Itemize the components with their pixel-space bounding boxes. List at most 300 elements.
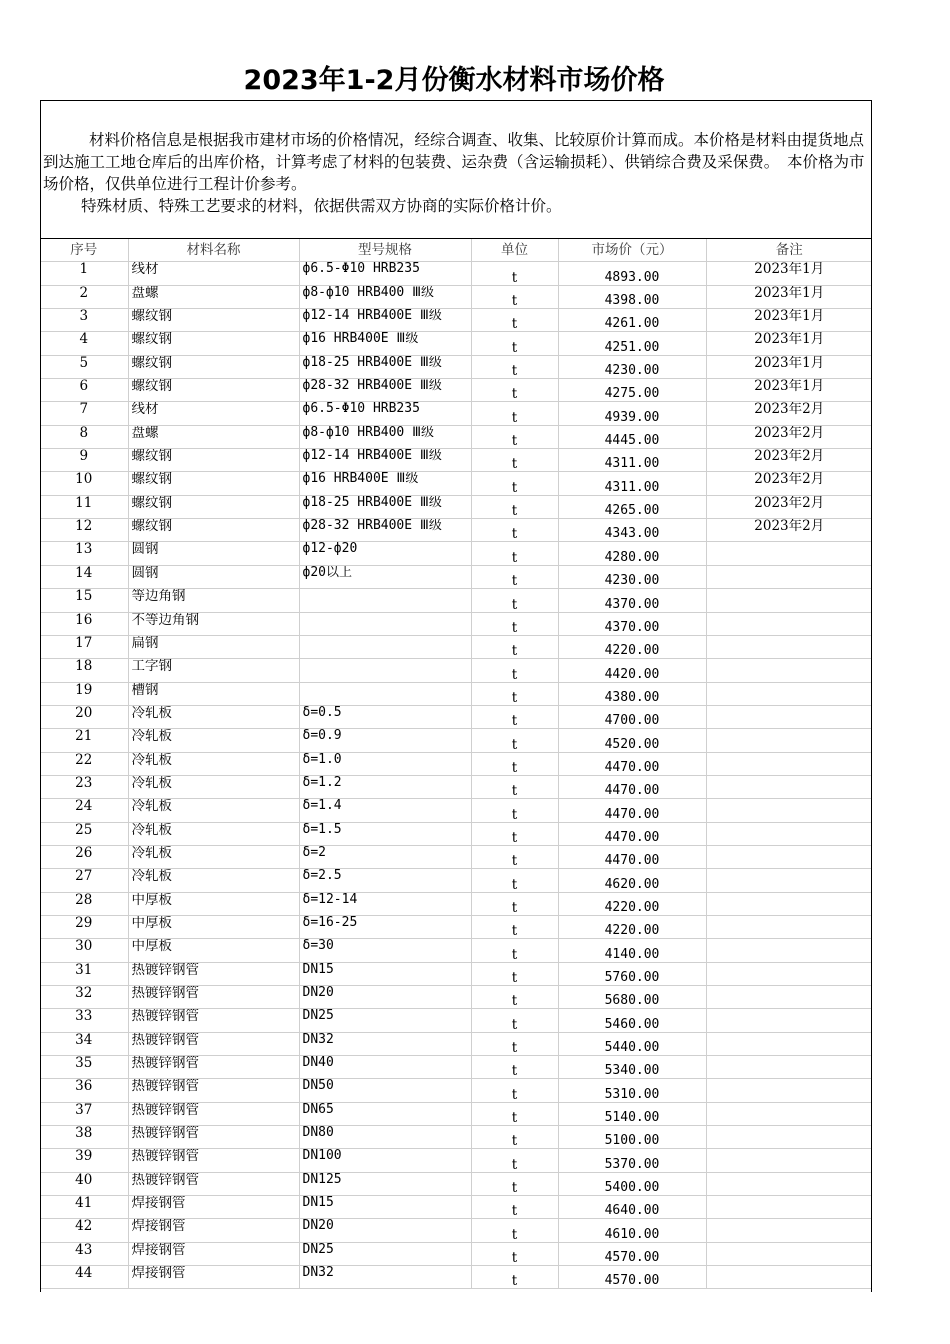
unit-cell: t: [471, 1219, 558, 1242]
row-index-cell: 3: [40, 309, 128, 332]
table-row: [40, 869, 872, 892]
row-index-cell: 1: [40, 262, 128, 285]
spec-cell: [299, 612, 471, 635]
spec-cell: DN100: [299, 1149, 471, 1172]
material-name-cell: 热镀锌钢管: [128, 1009, 299, 1032]
spec-cell: ф16 HRB400E Ⅲ级: [299, 332, 471, 355]
material-name-cell: 冷轧板: [128, 775, 299, 798]
unit-cell: t: [471, 449, 558, 472]
spec-cell: DN15: [299, 1196, 471, 1219]
note-cell: [706, 939, 872, 962]
market-price-cell: 4700.00: [558, 705, 706, 728]
row-index-cell: 43: [40, 1242, 128, 1265]
table-row: [40, 682, 872, 705]
unit-cell: t: [471, 565, 558, 588]
material-name-cell: 螺纹钢: [128, 472, 299, 495]
row-index-cell: 16: [40, 612, 128, 635]
market-price-cell: 4939.00: [558, 402, 706, 425]
market-price-cell: 4220.00: [558, 892, 706, 915]
market-price-cell: 4251.00: [558, 332, 706, 355]
spec-cell: ф18-25 HRB400E Ⅲ级: [299, 355, 471, 378]
note-cell: [706, 869, 872, 892]
note-cell: [706, 659, 872, 682]
row-index-cell: 2: [40, 285, 128, 308]
unit-cell: t: [471, 379, 558, 402]
table-header-row: [40, 239, 872, 262]
column-header-index: 序号: [40, 239, 128, 262]
market-price-cell: 4520.00: [558, 729, 706, 752]
material-name-cell: 热镀锌钢管: [128, 1032, 299, 1055]
material-name-cell: 焊接钢管: [128, 1242, 299, 1265]
material-name-cell: 热镀锌钢管: [128, 1172, 299, 1195]
unit-cell: t: [471, 472, 558, 495]
market-price-cell: 4280.00: [558, 542, 706, 565]
row-index-cell: 9: [40, 449, 128, 472]
market-price-cell: 5340.00: [558, 1056, 706, 1079]
row-index-cell: 22: [40, 752, 128, 775]
spec-cell: ф6.5-Φ10 HRB235: [299, 402, 471, 425]
table-row: [40, 402, 872, 425]
market-price-cell: 4570.00: [558, 1266, 706, 1289]
spec-cell: δ=0.9: [299, 729, 471, 752]
note-cell: [706, 962, 872, 985]
unit-cell: t: [471, 332, 558, 355]
table-row: [40, 962, 872, 985]
note-cell: [706, 705, 872, 728]
unit-cell: t: [471, 309, 558, 332]
market-price-cell: 4311.00: [558, 472, 706, 495]
row-index-cell: 38: [40, 1126, 128, 1149]
market-price-cell: 5370.00: [558, 1149, 706, 1172]
market-price-cell: 4570.00: [558, 1242, 706, 1265]
row-index-cell: 42: [40, 1219, 128, 1242]
row-index-cell: 15: [40, 589, 128, 612]
spec-cell: DN50: [299, 1079, 471, 1102]
table-row: [40, 355, 872, 378]
row-index-cell: 20: [40, 705, 128, 728]
row-index-cell: 8: [40, 425, 128, 448]
market-price-cell: 4470.00: [558, 775, 706, 798]
intro-paragraph-1: 材料价格信息是根据我市建材市场的价格情况，经综合调查、收集、比较原价计算而成。本价格是材料由提货地点到达施工工地仓库后的出库价格，计算考虑了材料的包装费、运杂费（含运输损耗）、供销综合费及采保费。 本价格为市场价格，仅供单位进行工程计价参考。: [43, 131, 865, 193]
material-name-cell: 盘螺: [128, 285, 299, 308]
note-cell: [706, 915, 872, 938]
market-price-cell: 4275.00: [558, 379, 706, 402]
spec-cell: δ=1.2: [299, 775, 471, 798]
material-name-cell: 冷轧板: [128, 822, 299, 845]
note-cell: [706, 1242, 872, 1265]
spec-cell: DN25: [299, 1009, 471, 1032]
price-table: [40, 239, 872, 1289]
row-index-cell: 33: [40, 1009, 128, 1032]
spec-cell: ф16 HRB400E Ⅲ级: [299, 472, 471, 495]
spec-cell: [299, 682, 471, 705]
table-row: [40, 845, 872, 868]
unit-cell: t: [471, 986, 558, 1009]
table-row: [40, 1079, 872, 1102]
unit-cell: t: [471, 1172, 558, 1195]
unit-cell: t: [471, 425, 558, 448]
spec-cell: δ=1.5: [299, 822, 471, 845]
row-index-cell: 41: [40, 1196, 128, 1219]
spec-cell: DN65: [299, 1102, 471, 1125]
spec-cell: DN125: [299, 1172, 471, 1195]
table-row: [40, 775, 872, 798]
market-price-cell: 4445.00: [558, 425, 706, 448]
table-row: [40, 1219, 872, 1242]
unit-cell: t: [471, 892, 558, 915]
unit-cell: t: [471, 589, 558, 612]
table-row: [40, 939, 872, 962]
material-name-cell: 热镀锌钢管: [128, 1079, 299, 1102]
spec-cell: [299, 635, 471, 658]
note-cell: [706, 845, 872, 868]
table-row: [40, 519, 872, 542]
material-name-cell: 冷轧板: [128, 845, 299, 868]
table-row: [40, 472, 872, 495]
material-name-cell: 热镀锌钢管: [128, 1126, 299, 1149]
spec-cell: δ=1.0: [299, 752, 471, 775]
market-price-cell: 4420.00: [558, 659, 706, 682]
column-header-price: 市场价（元）: [558, 239, 706, 262]
spec-cell: ф8-ф10 HRB400 Ⅲ级: [299, 285, 471, 308]
row-index-cell: 27: [40, 869, 128, 892]
material-name-cell: 热镀锌钢管: [128, 1149, 299, 1172]
spec-cell: ф12-14 HRB400E Ⅲ级: [299, 309, 471, 332]
table-row: [40, 659, 872, 682]
table-row: [40, 565, 872, 588]
market-price-cell: 5310.00: [558, 1079, 706, 1102]
table-row: [40, 1126, 872, 1149]
material-name-cell: 盘螺: [128, 425, 299, 448]
market-price-cell: 5460.00: [558, 1009, 706, 1032]
table-row: [40, 752, 872, 775]
row-index-cell: 28: [40, 892, 128, 915]
table-row: [40, 262, 872, 285]
row-index-cell: 30: [40, 939, 128, 962]
market-price-cell: 5140.00: [558, 1102, 706, 1125]
market-price-cell: 4380.00: [558, 682, 706, 705]
note-cell: 2023年1月: [706, 309, 872, 332]
table-row: [40, 379, 872, 402]
market-price-cell: 4230.00: [558, 565, 706, 588]
spec-cell: [299, 589, 471, 612]
material-name-cell: 冷轧板: [128, 705, 299, 728]
row-index-cell: 23: [40, 775, 128, 798]
row-index-cell: 11: [40, 495, 128, 518]
material-name-cell: 冷轧板: [128, 869, 299, 892]
table-row: [40, 799, 872, 822]
table-row: [40, 1056, 872, 1079]
row-index-cell: 24: [40, 799, 128, 822]
material-name-cell: 螺纹钢: [128, 309, 299, 332]
material-name-cell: 热镀锌钢管: [128, 962, 299, 985]
note-cell: [706, 1172, 872, 1195]
price-table-body: [40, 239, 872, 1289]
market-price-cell: 4140.00: [558, 939, 706, 962]
spec-cell: ф28-32 HRB400E Ⅲ级: [299, 379, 471, 402]
material-name-cell: 圆钢: [128, 565, 299, 588]
material-name-cell: 等边角钢: [128, 589, 299, 612]
spec-cell: δ=2.5: [299, 869, 471, 892]
spec-cell: DN25: [299, 1242, 471, 1265]
market-price-cell: 4343.00: [558, 519, 706, 542]
material-name-cell: 螺纹钢: [128, 379, 299, 402]
unit-cell: t: [471, 775, 558, 798]
market-price-cell: 4261.00: [558, 309, 706, 332]
note-cell: [706, 612, 872, 635]
note-cell: 2023年2月: [706, 519, 872, 542]
unit-cell: t: [471, 635, 558, 658]
market-price-cell: 5400.00: [558, 1172, 706, 1195]
table-row: [40, 915, 872, 938]
spec-cell: ф6.5-Φ10 HRB235: [299, 262, 471, 285]
unit-cell: t: [471, 1056, 558, 1079]
material-name-cell: 中厚板: [128, 915, 299, 938]
row-index-cell: 18: [40, 659, 128, 682]
table-row: [40, 542, 872, 565]
material-name-cell: 不等边角钢: [128, 612, 299, 635]
material-name-cell: 线材: [128, 402, 299, 425]
table-row: [40, 1266, 872, 1289]
row-index-cell: 13: [40, 542, 128, 565]
unit-cell: t: [471, 495, 558, 518]
material-name-cell: 冷轧板: [128, 752, 299, 775]
spec-cell: DN80: [299, 1126, 471, 1149]
market-price-cell: 5680.00: [558, 986, 706, 1009]
row-index-cell: 40: [40, 1172, 128, 1195]
unit-cell: t: [471, 1079, 558, 1102]
row-index-cell: 25: [40, 822, 128, 845]
row-index-cell: 39: [40, 1149, 128, 1172]
note-cell: [706, 822, 872, 845]
column-header-spec: 型号规格: [299, 239, 471, 262]
market-price-cell: 5760.00: [558, 962, 706, 985]
table-row: [40, 892, 872, 915]
spec-cell: δ=1.4: [299, 799, 471, 822]
note-cell: 2023年2月: [706, 495, 872, 518]
market-price-cell: 4370.00: [558, 589, 706, 612]
row-index-cell: 6: [40, 379, 128, 402]
market-price-cell: 4398.00: [558, 285, 706, 308]
row-index-cell: 44: [40, 1266, 128, 1289]
material-name-cell: 螺纹钢: [128, 332, 299, 355]
unit-cell: t: [471, 1196, 558, 1219]
row-index-cell: 37: [40, 1102, 128, 1125]
unit-cell: t: [471, 1149, 558, 1172]
market-price-cell: 4610.00: [558, 1219, 706, 1242]
unit-cell: t: [471, 869, 558, 892]
material-name-cell: 螺纹钢: [128, 355, 299, 378]
note-cell: 2023年1月: [706, 285, 872, 308]
column-header-note: 备注: [706, 239, 872, 262]
table-row: [40, 729, 872, 752]
spec-cell: DN15: [299, 962, 471, 985]
table-row: [40, 1149, 872, 1172]
material-name-cell: 槽钢: [128, 682, 299, 705]
material-name-cell: 焊接钢管: [128, 1196, 299, 1219]
unit-cell: t: [471, 355, 558, 378]
row-index-cell: 29: [40, 915, 128, 938]
unit-cell: t: [471, 1242, 558, 1265]
row-index-cell: 10: [40, 472, 128, 495]
unit-cell: t: [471, 612, 558, 635]
spec-cell: DN40: [299, 1056, 471, 1079]
unit-cell: t: [471, 285, 558, 308]
spec-cell: δ=12-14: [299, 892, 471, 915]
column-header-name: 材料名称: [128, 239, 299, 262]
row-index-cell: 17: [40, 635, 128, 658]
table-row: [40, 332, 872, 355]
material-name-cell: 螺纹钢: [128, 449, 299, 472]
unit-cell: t: [471, 519, 558, 542]
note-cell: [706, 682, 872, 705]
row-index-cell: 26: [40, 845, 128, 868]
table-row: [40, 612, 872, 635]
market-price-cell: 4470.00: [558, 799, 706, 822]
table-row: [40, 986, 872, 1009]
material-name-cell: 焊接钢管: [128, 1219, 299, 1242]
note-cell: 2023年2月: [706, 472, 872, 495]
unit-cell: t: [471, 1266, 558, 1289]
market-price-cell: 4220.00: [558, 635, 706, 658]
spec-cell: δ=0.5: [299, 705, 471, 728]
material-name-cell: 冷轧板: [128, 799, 299, 822]
note-cell: [706, 752, 872, 775]
material-name-cell: 中厚板: [128, 892, 299, 915]
market-price-cell: 4470.00: [558, 822, 706, 845]
note-cell: [706, 542, 872, 565]
row-index-cell: 14: [40, 565, 128, 588]
spec-cell: δ=30: [299, 939, 471, 962]
material-name-cell: 热镀锌钢管: [128, 1102, 299, 1125]
material-name-cell: 热镀锌钢管: [128, 1056, 299, 1079]
note-cell: [706, 1219, 872, 1242]
table-row: [40, 1242, 872, 1265]
row-index-cell: 12: [40, 519, 128, 542]
note-cell: [706, 1079, 872, 1102]
unit-cell: t: [471, 845, 558, 868]
market-price-cell: 4311.00: [558, 449, 706, 472]
row-index-cell: 4: [40, 332, 128, 355]
table-row: [40, 495, 872, 518]
note-cell: 2023年2月: [706, 449, 872, 472]
note-cell: [706, 1056, 872, 1079]
note-cell: [706, 1102, 872, 1125]
note-cell: [706, 729, 872, 752]
note-cell: [706, 1266, 872, 1289]
row-index-cell: 34: [40, 1032, 128, 1055]
market-price-cell: 4470.00: [558, 845, 706, 868]
note-cell: [706, 799, 872, 822]
intro-paragraph-2: 特殊材质、特殊工艺要求的材料，依据供需双方协商的实际价格计价。: [81, 197, 562, 215]
spec-cell: ф20以上: [299, 565, 471, 588]
market-price-cell: 4620.00: [558, 869, 706, 892]
note-cell: [706, 1009, 872, 1032]
material-name-cell: 圆钢: [128, 542, 299, 565]
unit-cell: t: [471, 659, 558, 682]
table-row: [40, 705, 872, 728]
material-name-cell: 焊接钢管: [128, 1266, 299, 1289]
spec-cell: DN32: [299, 1266, 471, 1289]
note-cell: [706, 589, 872, 612]
spec-cell: DN20: [299, 1219, 471, 1242]
unit-cell: t: [471, 915, 558, 938]
table-row: [40, 449, 872, 472]
note-cell: [706, 1032, 872, 1055]
note-cell: [706, 565, 872, 588]
table-row: [40, 589, 872, 612]
unit-cell: t: [471, 729, 558, 752]
column-header-unit: 单位: [471, 239, 558, 262]
table-row: [40, 635, 872, 658]
material-name-cell: 中厚板: [128, 939, 299, 962]
note-cell: 2023年1月: [706, 355, 872, 378]
market-price-cell: 5100.00: [558, 1126, 706, 1149]
unit-cell: t: [471, 402, 558, 425]
spec-cell: ф12-14 HRB400E Ⅲ级: [299, 449, 471, 472]
table-row: [40, 425, 872, 448]
note-cell: [706, 1149, 872, 1172]
market-price-cell: 4220.00: [558, 915, 706, 938]
material-name-cell: 热镀锌钢管: [128, 986, 299, 1009]
unit-cell: t: [471, 1009, 558, 1032]
note-cell: [706, 1196, 872, 1219]
table-row: [40, 1032, 872, 1055]
material-name-cell: 扁钢: [128, 635, 299, 658]
unit-cell: t: [471, 939, 558, 962]
table-row: [40, 1196, 872, 1219]
spec-cell: δ=16-25: [299, 915, 471, 938]
spec-cell: [299, 659, 471, 682]
row-index-cell: 35: [40, 1056, 128, 1079]
spec-cell: ф8-ф10 HRB400 Ⅲ级: [299, 425, 471, 448]
note-cell: 2023年1月: [706, 332, 872, 355]
market-price-cell: 4370.00: [558, 612, 706, 635]
unit-cell: t: [471, 682, 558, 705]
page-title: 2023年1-2月份衡水材料市场价格: [243, 65, 665, 96]
note-cell: 2023年1月: [706, 379, 872, 402]
note-cell: [706, 892, 872, 915]
market-price-cell: 4230.00: [558, 355, 706, 378]
unit-cell: t: [471, 752, 558, 775]
spec-cell: ф28-32 HRB400E Ⅲ级: [299, 519, 471, 542]
material-name-cell: 线材: [128, 262, 299, 285]
material-name-cell: 冷轧板: [128, 729, 299, 752]
unit-cell: t: [471, 705, 558, 728]
market-price-cell: 4265.00: [558, 495, 706, 518]
unit-cell: t: [471, 962, 558, 985]
unit-cell: t: [471, 822, 558, 845]
unit-cell: t: [471, 799, 558, 822]
row-index-cell: 31: [40, 962, 128, 985]
note-cell: 2023年2月: [706, 425, 872, 448]
row-index-cell: 32: [40, 986, 128, 1009]
unit-cell: t: [471, 1032, 558, 1055]
note-cell: [706, 635, 872, 658]
unit-cell: t: [471, 1126, 558, 1149]
market-price-cell: 5440.00: [558, 1032, 706, 1055]
table-row: [40, 1102, 872, 1125]
row-index-cell: 36: [40, 1079, 128, 1102]
material-name-cell: 工字钢: [128, 659, 299, 682]
note-cell: 2023年1月: [706, 262, 872, 285]
market-price-cell: 4470.00: [558, 752, 706, 775]
row-index-cell: 19: [40, 682, 128, 705]
row-index-cell: 21: [40, 729, 128, 752]
table-row: [40, 285, 872, 308]
note-cell: [706, 1126, 872, 1149]
row-index-cell: 5: [40, 355, 128, 378]
